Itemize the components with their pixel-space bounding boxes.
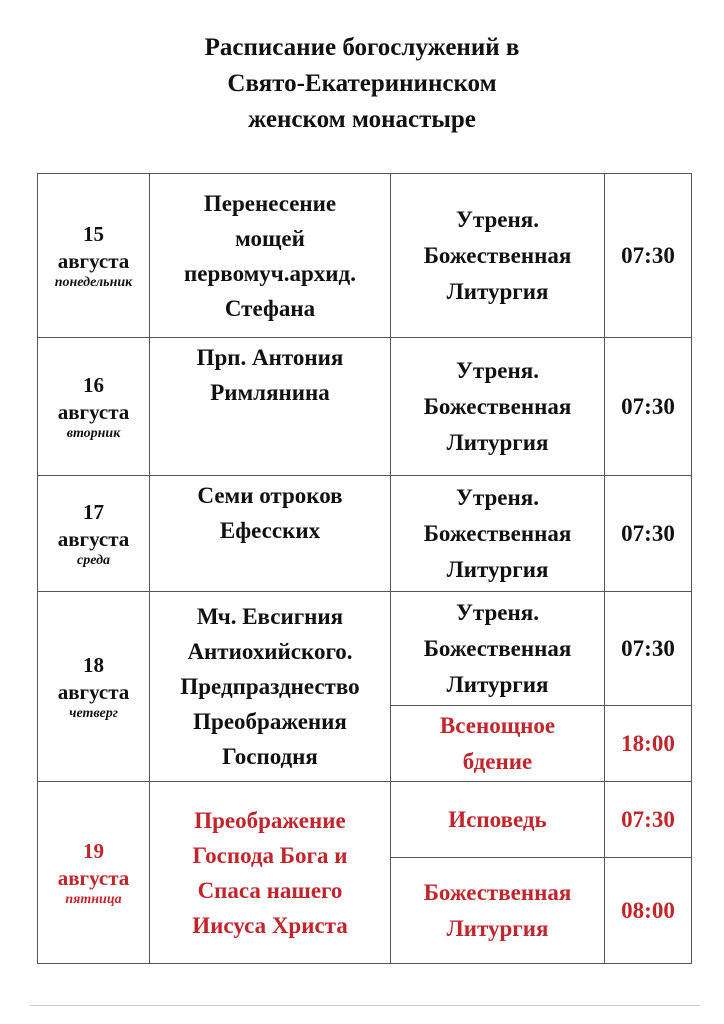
date-weekday: вторник	[66, 425, 121, 441]
service-cell	[391, 338, 605, 476]
date-weekday: понедельник	[54, 274, 133, 290]
service-line: Божественная	[423, 520, 572, 546]
service-cell	[391, 706, 605, 782]
service-line: Исповедь	[448, 806, 547, 832]
service-line: Литургия	[446, 671, 549, 697]
feast-line: Ефесских	[219, 518, 321, 543]
time-cell: 07:30	[605, 174, 692, 338]
date-cell	[38, 174, 150, 338]
service-line: Утреня.	[456, 206, 539, 232]
table-row	[38, 476, 692, 592]
date-number: 16	[83, 372, 104, 397]
date-weekday: пятница	[65, 891, 122, 907]
service-line: Божественная	[423, 393, 572, 419]
feast-line: Прп. Антония	[196, 345, 344, 370]
feast-line: первомуч.архид.	[184, 260, 356, 286]
service-cell	[391, 592, 605, 706]
feast-line: Иисуса Христа	[192, 912, 348, 938]
schedule-table	[37, 173, 692, 964]
date-number: 17	[83, 499, 104, 524]
feast-line: Римлянина	[210, 380, 330, 405]
title-line-2: Свято-Екатерининском	[227, 70, 497, 97]
date-cell	[38, 476, 150, 592]
feast-line: Стефана	[224, 295, 316, 321]
service-line: Литургия	[446, 429, 549, 455]
date-number: 15	[83, 221, 104, 246]
time-cell: 08:00	[605, 858, 692, 964]
time-cell: 07:30	[605, 592, 692, 706]
table-row	[38, 174, 692, 338]
date-weekday: среда	[76, 552, 111, 568]
date-cell	[38, 338, 150, 476]
table-row	[38, 592, 692, 706]
feast-cell	[150, 174, 391, 338]
service-line: Всенощное	[439, 712, 556, 738]
service-line: бдение	[462, 748, 533, 774]
table-row	[38, 782, 692, 858]
service-cell	[391, 174, 605, 338]
date-month: августа	[57, 526, 130, 551]
date-weekday: четверг	[69, 705, 118, 721]
time-cell: 07:30	[605, 476, 692, 592]
feast-cell	[150, 782, 391, 964]
feast-line: мощей	[235, 225, 305, 251]
service-line: Божественная	[423, 242, 572, 268]
title-line-1: Расписание богослужений в	[204, 34, 520, 61]
date-cell	[38, 782, 150, 964]
table-row	[38, 338, 692, 476]
feast-line: Предпразднество	[180, 674, 360, 699]
service-cell	[391, 782, 605, 858]
feast-line: Господа Бога и	[192, 842, 348, 868]
service-line: Литургия	[446, 278, 549, 304]
service-line: Утреня.	[456, 599, 539, 625]
feast-line: Преображения	[193, 709, 347, 734]
feast-line: Перенесение	[203, 190, 337, 216]
feast-cell	[150, 338, 391, 476]
service-cell	[391, 476, 605, 592]
page-edge-line	[30, 1005, 700, 1006]
feast-line: Семи отроков	[197, 483, 343, 508]
date-month: августа	[57, 679, 130, 704]
feast-line: Спаса нашего	[197, 877, 343, 903]
feast-line: Преображение	[194, 807, 346, 833]
date-number: 18	[83, 652, 104, 677]
feast-cell	[150, 476, 391, 592]
service-line: Божественная	[423, 879, 572, 905]
service-line: Утреня.	[456, 484, 539, 510]
date-number: 19	[83, 838, 104, 863]
date-month: августа	[57, 399, 130, 424]
time-cell: 18:00	[605, 706, 692, 782]
date-month: августа	[57, 865, 130, 890]
page-title	[0, 30, 724, 138]
feast-cell	[150, 592, 391, 782]
feast-line: Антиохийского.	[187, 639, 353, 664]
service-line: Божественная	[423, 635, 572, 661]
time-cell: 07:30	[605, 338, 692, 476]
service-line: Литургия	[446, 915, 549, 941]
service-line: Литургия	[446, 556, 549, 582]
feast-line: Господня	[222, 744, 318, 769]
title-line-3: женском монастыре	[248, 106, 476, 133]
service-cell	[391, 858, 605, 964]
time-cell: 07:30	[605, 782, 692, 858]
date-month: августа	[57, 248, 130, 273]
date-cell	[38, 592, 150, 782]
service-line: Утреня.	[456, 357, 539, 383]
feast-line: Мч. Евсигния	[196, 604, 344, 629]
